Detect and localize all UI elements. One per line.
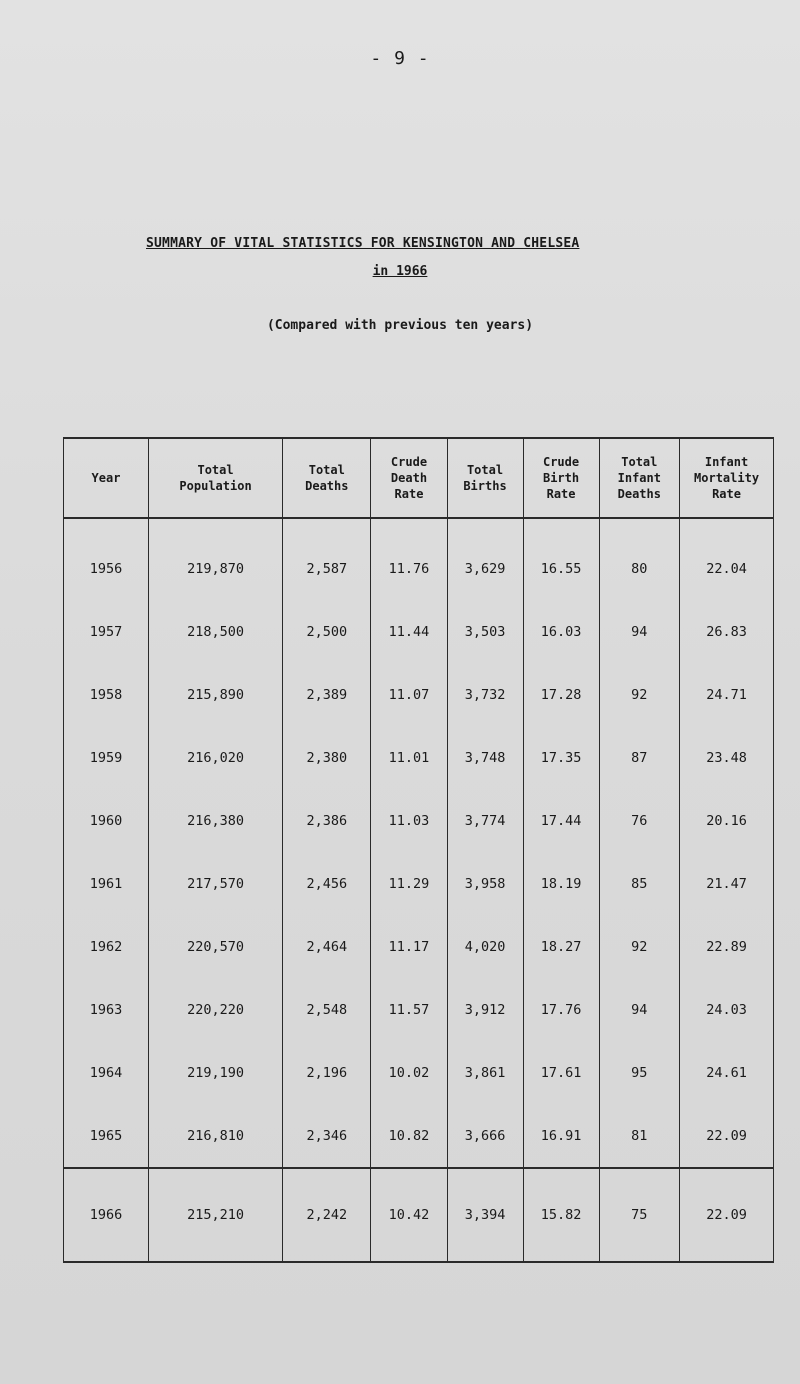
cell-total-population: 220,570: [148, 915, 282, 978]
cell-crude-death-rate: 11.76: [371, 518, 447, 600]
cell-total-deaths: 2,196: [283, 1041, 371, 1104]
cell-total-deaths: 2,587: [283, 518, 371, 600]
cell-total-births: 3,503: [447, 600, 523, 663]
cell-total-births: 4,020: [447, 915, 523, 978]
cell-crude-death-rate: 10.02: [371, 1041, 447, 1104]
cell-infant-mortality-rate: 22.89: [680, 915, 774, 978]
cell-crude-death-rate: 11.44: [371, 600, 447, 663]
cell-crude-death-rate: 11.17: [371, 915, 447, 978]
cell-year: 1964: [64, 1041, 149, 1104]
header-infant-mortality-rate: Infant Mortality Rate: [680, 438, 774, 518]
cell-total-births: 3,394: [447, 1168, 523, 1262]
cell-total-infant-deaths: 92: [599, 915, 680, 978]
table-row: [64, 852, 774, 915]
cell-total-population: 220,220: [148, 978, 282, 1041]
cell-total-deaths: 2,456: [283, 852, 371, 915]
cell-infant-mortality-rate: 26.83: [680, 600, 774, 663]
cell-year: 1956: [64, 518, 149, 600]
cell-total-population: 216,020: [148, 726, 282, 789]
cell-infant-mortality-rate: 24.61: [680, 1041, 774, 1104]
cell-year: 1962: [64, 915, 149, 978]
table-row: [64, 663, 774, 726]
document-subtitle: (Compared with previous ten years): [266, 318, 534, 333]
cell-year: 1961: [64, 852, 149, 915]
cell-year: 1960: [64, 789, 149, 852]
cell-crude-birth-rate: 17.76: [523, 978, 599, 1041]
cell-total-infant-deaths: 87: [599, 726, 680, 789]
cell-total-births: 3,748: [447, 726, 523, 789]
cell-total-population: 216,810: [148, 1104, 282, 1168]
cell-total-births: 3,629: [447, 518, 523, 600]
cell-crude-birth-rate: 15.82: [523, 1168, 599, 1262]
cell-crude-birth-rate: 16.03: [523, 600, 599, 663]
document-title-year: in 1966: [372, 264, 428, 279]
table-row: [64, 600, 774, 663]
cell-total-deaths: 2,242: [283, 1168, 371, 1262]
cell-total-births: 3,912: [447, 978, 523, 1041]
cell-total-infant-deaths: 94: [599, 978, 680, 1041]
cell-total-population: 218,500: [148, 600, 282, 663]
cell-total-deaths: 2,548: [283, 978, 371, 1041]
cell-total-infant-deaths: 92: [599, 663, 680, 726]
cell-crude-birth-rate: 16.55: [523, 518, 599, 600]
table-row: [64, 726, 774, 789]
document-title: SUMMARY OF VITAL STATISTICS FOR KENSINGTON AND CHELSEA: [146, 236, 580, 251]
cell-year: 1958: [64, 663, 149, 726]
cell-total-deaths: 2,346: [283, 1104, 371, 1168]
header-total-population: Total Population: [148, 438, 282, 518]
header-total-deaths: Total Deaths: [283, 438, 371, 518]
cell-infant-mortality-rate: 24.03: [680, 978, 774, 1041]
cell-total-births: 3,958: [447, 852, 523, 915]
cell-total-population: 216,380: [148, 789, 282, 852]
cell-crude-death-rate: 11.29: [371, 852, 447, 915]
cell-crude-death-rate: 11.07: [371, 663, 447, 726]
cell-infant-mortality-rate: 22.09: [680, 1104, 774, 1168]
cell-total-infant-deaths: 95: [599, 1041, 680, 1104]
cell-total-deaths: 2,389: [283, 663, 371, 726]
cell-infant-mortality-rate: 22.09: [680, 1168, 774, 1262]
cell-crude-death-rate: 11.01: [371, 726, 447, 789]
header-year: Year: [64, 438, 149, 518]
table-row: [64, 1041, 774, 1104]
header-crude-birth-rate: Crude Birth Rate: [523, 438, 599, 518]
page-number: - 9 -: [370, 48, 430, 69]
cell-infant-mortality-rate: 23.48: [680, 726, 774, 789]
cell-crude-birth-rate: 17.28: [523, 663, 599, 726]
cell-crude-death-rate: 11.03: [371, 789, 447, 852]
cell-infant-mortality-rate: 24.71: [680, 663, 774, 726]
cell-total-deaths: 2,500: [283, 600, 371, 663]
cell-total-births: 3,666: [447, 1104, 523, 1168]
cell-total-births: 3,774: [447, 789, 523, 852]
header-crude-death-rate: Crude Death Rate: [371, 438, 447, 518]
cell-total-infant-deaths: 80: [599, 518, 680, 600]
cell-crude-death-rate: 10.82: [371, 1104, 447, 1168]
vital-statistics-table: [63, 437, 774, 1263]
cell-year: 1966: [64, 1168, 149, 1262]
cell-crude-birth-rate: 18.19: [523, 852, 599, 915]
cell-total-population: 215,890: [148, 663, 282, 726]
cell-crude-death-rate: 10.42: [371, 1168, 447, 1262]
cell-crude-birth-rate: 17.35: [523, 726, 599, 789]
cell-total-infant-deaths: 76: [599, 789, 680, 852]
table-row: [64, 978, 774, 1041]
table-row: [64, 789, 774, 852]
cell-total-infant-deaths: 85: [599, 852, 680, 915]
cell-total-deaths: 2,386: [283, 789, 371, 852]
cell-total-population: 217,570: [148, 852, 282, 915]
cell-total-population: 219,870: [148, 518, 282, 600]
cell-infant-mortality-rate: 22.04: [680, 518, 774, 600]
cell-total-deaths: 2,464: [283, 915, 371, 978]
cell-crude-birth-rate: 17.61: [523, 1041, 599, 1104]
cell-crude-birth-rate: 17.44: [523, 789, 599, 852]
cell-year: 1959: [64, 726, 149, 789]
cell-year: 1963: [64, 978, 149, 1041]
table-row: [64, 518, 774, 600]
table-row: [64, 915, 774, 978]
cell-infant-mortality-rate: 21.47: [680, 852, 774, 915]
cell-total-deaths: 2,380: [283, 726, 371, 789]
cell-total-infant-deaths: 75: [599, 1168, 680, 1262]
cell-total-infant-deaths: 94: [599, 600, 680, 663]
cell-total-births: 3,861: [447, 1041, 523, 1104]
table-row: [64, 1168, 774, 1262]
cell-crude-birth-rate: 16.91: [523, 1104, 599, 1168]
cell-total-population: 215,210: [148, 1168, 282, 1262]
cell-total-population: 219,190: [148, 1041, 282, 1104]
table-header-row: [64, 438, 774, 518]
cell-crude-birth-rate: 18.27: [523, 915, 599, 978]
cell-year: 1957: [64, 600, 149, 663]
header-total-births: Total Births: [447, 438, 523, 518]
cell-crude-death-rate: 11.57: [371, 978, 447, 1041]
cell-total-infant-deaths: 81: [599, 1104, 680, 1168]
cell-total-births: 3,732: [447, 663, 523, 726]
header-total-infant-deaths: Total Infant Deaths: [599, 438, 680, 518]
cell-infant-mortality-rate: 20.16: [680, 789, 774, 852]
table-row: [64, 1104, 774, 1168]
cell-year: 1965: [64, 1104, 149, 1168]
